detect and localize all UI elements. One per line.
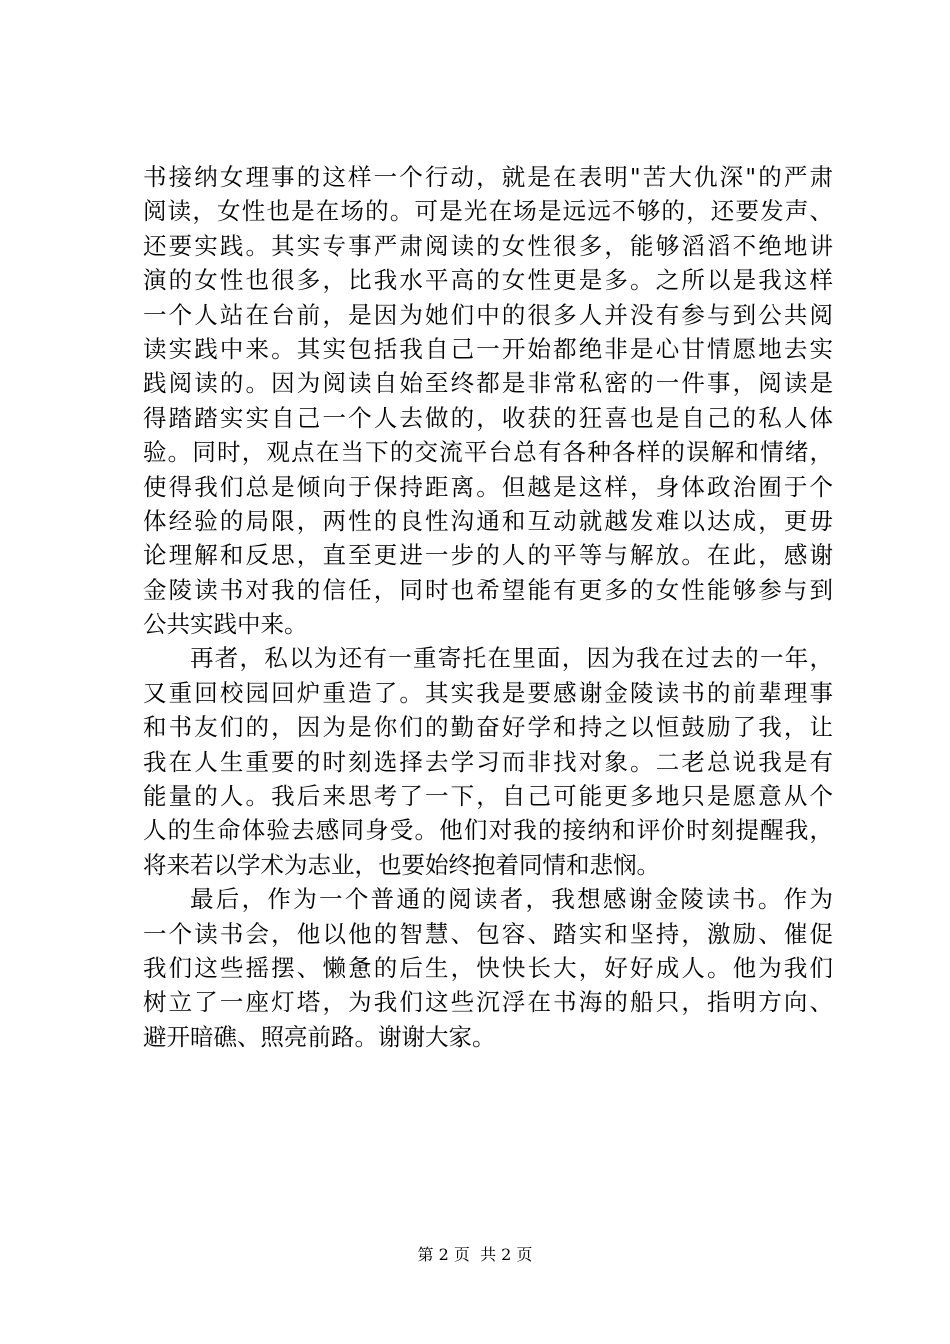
text-line: 使得我们总是倾向于保持距离。但越是这样，身体政治囿于个 — [143, 472, 833, 501]
text-line-paragraph-start: 最后，作为一个普通的阅读者，我想感谢金陵读书。作为 — [190, 885, 833, 914]
text-line: 还要实践。其实专事严肃阅读的女性很多，能够滔滔不绝地讲 — [143, 231, 833, 260]
text-line: 人的生命体验去感同身受。他们对我的接纳和评价时刻提醒我， — [143, 816, 833, 845]
text-line: 一个读书会，他以他的智慧、包容、踏实和坚持，激励、催促 — [143, 919, 833, 948]
text-line: 我们这些摇摆、懒惫的后生，快快长大，好好成人。他为我们 — [143, 953, 833, 982]
text-line: 阅读，女性也是在场的。可是光在场是远远不够的，还要发声、 — [143, 197, 833, 226]
text-line: 和书友们的，因为是你们的勤奋好学和持之以恒鼓励了我，让 — [143, 713, 833, 742]
text-line: 践阅读的。因为阅读自始至终都是非常私密的一件事，阅读是 — [143, 369, 833, 398]
text-line: 体经验的局限，两性的良性沟通和互动就越发难以达成，更毋 — [143, 506, 833, 535]
document-body — [143, 160, 833, 1054]
text-line: 书接纳女理事的这样一个行动，就是在表明"苦大仇深"的严肃 — [143, 163, 833, 191]
text-line: 论理解和反思，直至更进一步的人的平等与解放。在此，感谢 — [143, 541, 833, 570]
text-line: 验。同时，观点在当下的交流平台总有各种各样的误解和情绪， — [143, 438, 833, 467]
text-line: 一个人站在台前，是因为她们中的很多人并没有参与到公共阅 — [143, 300, 833, 329]
text-line: 得踏踏实实自己一个人去做的，收获的狂喜也是自己的私人体 — [143, 403, 833, 432]
text-line: 演的女性也很多，比我水平高的女性更是多。之所以是我这样 — [143, 266, 833, 295]
text-line: 能量的人。我后来思考了一下，自己可能更多地只是愿意从个 — [143, 782, 833, 811]
page-number-footer: 第 2 页 共 2 页 — [417, 1245, 533, 1264]
text-line: 读实践中来。其实包括我自己一开始都绝非是心甘情愿地去实 — [143, 334, 833, 363]
text-line: 将来若以学术为志业，也要始终抱着同情和悲悯。 — [143, 850, 660, 879]
text-line: 金陵读书对我的信任，同时也希望能有更多的女性能够参与到 — [143, 575, 833, 604]
text-line: 树立了一座灯塔，为我们这些沉浮在书海的船只，指明方向、 — [143, 988, 833, 1017]
text-line: 公共实践中来。 — [143, 610, 308, 639]
text-line: 我在人生重要的时刻选择去学习而非找对象。二老总说我是有 — [143, 747, 833, 776]
text-line: 又重回校园回炉重造了。其实我是要感谢金陵读书的前辈理事 — [143, 678, 833, 707]
text-line: 避开暗礁、照亮前路。谢谢大家。 — [143, 1022, 496, 1051]
text-line-paragraph-start: 再者，私以为还有一重寄托在里面，因为我在过去的一年， — [190, 644, 833, 673]
